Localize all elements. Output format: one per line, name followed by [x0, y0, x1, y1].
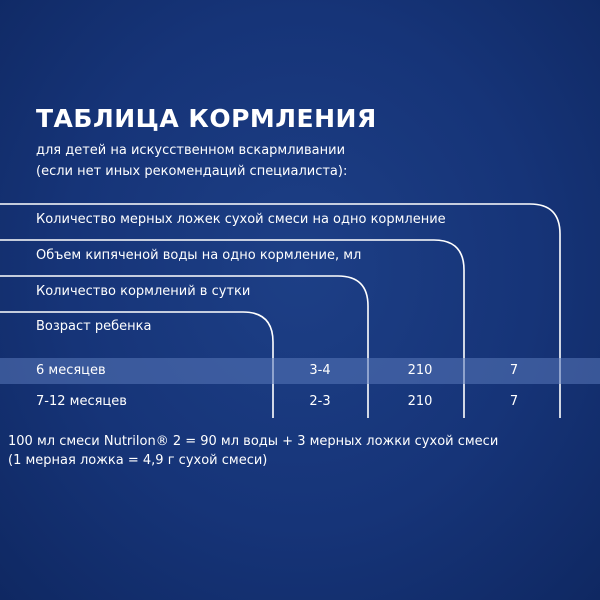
- table-row: [0, 389, 600, 415]
- header-spoons: Количество мерных ложек сухой смеси на одно кормление: [36, 212, 446, 227]
- cell-water: 210: [407, 394, 433, 409]
- cell-feedings: 3-4: [309, 363, 331, 378]
- subtitle-line-1: для детей на искусственном вскармливании: [36, 143, 346, 158]
- bracket-spoons: [0, 204, 560, 418]
- header-age: Возраст ребенка: [36, 319, 152, 334]
- cell-spoons: 7: [509, 363, 519, 378]
- header-feedings: Количество кормлений в сутки: [36, 284, 251, 299]
- footnote: [8, 432, 498, 470]
- header-water: Объем кипяченой воды на одно кормление, мл: [36, 248, 362, 263]
- footnote-line-1: 100 мл смеси Nutrilon® 2 = 90 мл воды + 3 мерных ложки сухой смеси: [8, 434, 499, 449]
- cell-age: 7-12 месяцев: [36, 394, 127, 409]
- table-row: [0, 358, 600, 384]
- footnote-line-2: (1 мерная ложка = 4,9 г сухой смеси): [8, 453, 268, 468]
- cell-spoons: 7: [509, 394, 519, 409]
- cell-water: 210: [407, 363, 433, 378]
- cell-feedings: 2-3: [309, 394, 331, 409]
- cell-age: 6 месяцев: [36, 363, 106, 378]
- subtitle-line-2: (если нет иных рекомендаций специалиста):: [36, 164, 348, 179]
- page-title: ТАБЛИЦА КОРМЛЕНИЯ: [36, 104, 377, 133]
